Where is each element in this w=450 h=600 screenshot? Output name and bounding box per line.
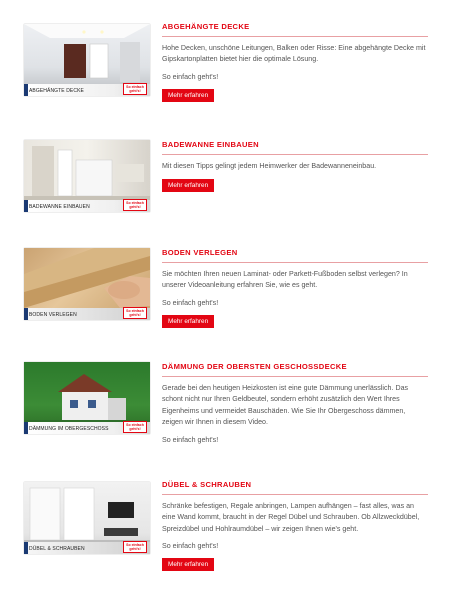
entry-description: Gerade bei den heutigen Heizkosten ist eine gute Dämmung unerlässlich. Das schont nicht nur Ihren Geldbeutel, sondern erhöht zusätzlich den Wert Ihres Eigenheims und vermeidet Bauschäden. Wie Sie Ihr Obergeschoss dämmen, zeigen wir Ihnen in diesem Video. bbox=[162, 384, 409, 427]
more-button[interactable]: Mehr erfahren bbox=[162, 315, 214, 328]
video-thumbnail[interactable] bbox=[24, 482, 150, 554]
entry-tagline: So einfach geht's! bbox=[162, 72, 219, 81]
entry-description: Mit diesen Tipps gelingt jedem Heimwerker der Badewanneneinbau. bbox=[162, 162, 377, 170]
entry-title[interactable]: BADEWANNE EINBAUEN bbox=[162, 140, 428, 155]
badge-logo: So einfach geht's! bbox=[123, 83, 147, 95]
entry-tagline: So einfach geht's! bbox=[162, 435, 219, 444]
thumbnail-label: BODEN VERLEGEN bbox=[29, 312, 77, 318]
video-thumbnail[interactable] bbox=[24, 24, 150, 96]
entry-content bbox=[162, 480, 428, 571]
entry-title[interactable]: DÜBEL & SCHRAUBEN bbox=[162, 480, 428, 495]
entry-tagline: So einfach geht's! bbox=[162, 298, 219, 307]
entry-title[interactable]: DÄMMUNG DER OBERSTEN GESCHOSSDECKE bbox=[162, 362, 428, 377]
entry-title[interactable]: ABGEHÄNGTE DECKE bbox=[162, 22, 428, 37]
thumbnail-label: DÄMMUNG IM OBERGESCHOSS bbox=[29, 426, 109, 432]
badge-logo: So einfach geht's! bbox=[123, 199, 147, 211]
entry-content bbox=[162, 140, 428, 192]
more-button[interactable]: Mehr erfahren bbox=[162, 89, 214, 102]
video-thumbnail[interactable] bbox=[24, 362, 150, 434]
video-thumbnail[interactable] bbox=[24, 248, 150, 320]
entry-content bbox=[162, 248, 428, 328]
entry-tagline: So einfach geht's! bbox=[162, 542, 219, 551]
badge-logo: So einfach geht's! bbox=[123, 541, 147, 553]
video-thumbnail[interactable] bbox=[24, 140, 150, 212]
entry-description: Hohe Decken, unschöne Leitungen, Balken oder Risse: Eine abgehängte Decke mit Gipskartonplatten bietet hier die optimale Lösung. bbox=[162, 44, 426, 64]
entry-title[interactable]: BODEN VERLEGEN bbox=[162, 248, 428, 263]
badge-logo: So einfach geht's! bbox=[123, 307, 147, 319]
more-button[interactable]: Mehr erfahren bbox=[162, 558, 214, 571]
thumbnail-label: BADEWANNE EINBAUEN bbox=[29, 204, 90, 210]
entry-content bbox=[162, 362, 428, 445]
entry-description: Sie möchten Ihren neuen Laminat- oder Parkett-Fußboden selbst verlegen? In unserer Videoanleitung erfahren Sie, wie es geht. bbox=[162, 270, 408, 290]
entry-content bbox=[162, 22, 428, 102]
thumbnail-label: DÜBEL & SCHRAUBEN bbox=[29, 546, 85, 552]
more-button[interactable]: Mehr erfahren bbox=[162, 179, 214, 192]
thumbnail-label: ABGEHÄNGTE DECKE bbox=[29, 88, 84, 94]
badge-logo: So einfach geht's! bbox=[123, 421, 147, 433]
entry-description: Schränke befestigen, Regale anbringen, Lampen aufhängen – fast alles, was an eine Wand kommt, braucht in der Regel Dübel und Schrauben. Ob Allzweckdübel, Spreizdübel und Hohlraumdübel – wir zeigen Ihnen wie's geht. bbox=[162, 502, 420, 533]
